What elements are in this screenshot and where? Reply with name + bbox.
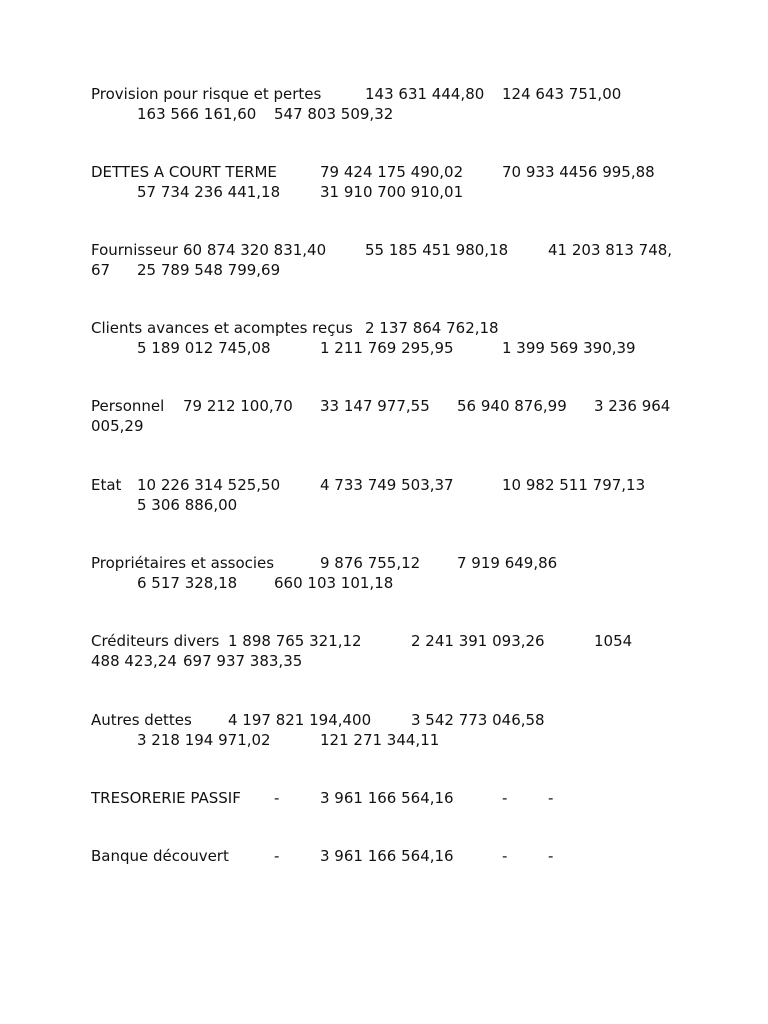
row-line-2 [91,573,691,593]
row-value-2: 7 919 649,86 [457,554,558,572]
row-clients-avances [91,318,691,358]
row-label: Personnel [91,397,165,415]
row-label: Clients avances et acomptes reçus [91,319,353,337]
row-fournisseur [91,240,691,280]
row-value-2: 5 189 012 745,08 [137,339,271,357]
row-label: TRESORERIE PASSIF [91,789,241,807]
row-label: Etat [91,476,122,494]
row-value-4-part-1: 3 236 964 [594,397,671,415]
row-line-2 [91,338,691,358]
row-value-4: - [548,789,554,807]
row-value-2: 70 933 4456 995,88 [502,163,655,181]
row-personnel [91,396,691,436]
row-line-1 [91,240,691,260]
row-value-2: 3 961 166 564,16 [320,847,454,865]
row-value-1: 10 226 314 525,50 [137,476,281,494]
row-value-3-part-2: 67 [91,261,111,279]
row-value-1: 79 212 100,70 [183,397,293,415]
row-line-2 [91,104,691,124]
row-value-3: 163 566 161,60 [137,105,257,123]
row-line-2 [91,260,691,280]
row-value-3-part-1: 1054 [594,632,633,650]
row-value-4: 121 271 344,11 [320,731,440,749]
row-dettes-court-terme [91,162,691,202]
row-value-3: 3 218 194 971,02 [137,731,271,749]
row-label: Fournisseur [91,241,178,259]
row-line-1 [91,631,691,651]
row-value-1: 4 197 821 194,400 [228,711,372,729]
row-value-2: 2 241 391 093,26 [411,632,545,650]
row-label: Créditeurs divers [91,632,220,650]
row-value-3: 1 211 769 295,95 [320,339,454,357]
row-line-1 [91,318,691,338]
row-value-4: 1 399 569 390,39 [502,339,636,357]
row-value-3-part-2: 488 423,24 [91,652,177,670]
row-value-2: 33 147 977,55 [320,397,430,415]
row-line-2 [91,495,691,515]
row-provision-risque-pertes [91,84,691,124]
row-line-1 [91,846,691,866]
row-value-4: 31 910 700 910,01 [320,183,464,201]
row-value-1: 1 898 765 321,12 [228,632,362,650]
row-value-4: 697 937 383,35 [183,652,303,670]
row-value-1: 143 631 444,80 [365,85,485,103]
row-value-4: 547 803 509,32 [274,105,394,123]
row-banque-decouvert [91,846,691,866]
row-value-4: 660 103 101,18 [274,574,394,592]
row-autres-dettes [91,710,691,750]
row-tresorerie-passif [91,788,691,808]
row-label: Propriétaires et associes [91,554,275,572]
row-line-2 [91,730,691,750]
row-value-1: 79 424 175 490,02 [320,163,464,181]
row-value-1: 9 876 755,12 [320,554,421,572]
row-value-3: 6 517 328,18 [137,574,238,592]
row-value-4: 5 306 886,00 [137,496,238,514]
row-line-1 [91,84,691,104]
row-etat [91,475,691,515]
row-line-1 [91,710,691,730]
row-value-3: 56 940 876,99 [457,397,567,415]
row-label: Autres dettes [91,711,192,729]
row-value-2: 124 643 751,00 [502,85,622,103]
row-value-3: 57 734 236 441,18 [137,183,281,201]
row-value-1: 2 137 864 762,18 [365,319,499,337]
row-line-2 [91,416,691,436]
row-line-1 [91,553,691,573]
row-value-3-part-1: 41 203 813 748, [548,241,673,259]
row-value-3: 10 982 511 797,13 [502,476,646,494]
row-label: Provision pour risque et pertes [91,85,322,103]
row-value-3: - [502,789,508,807]
row-proprietaires-associes [91,553,691,593]
row-line-2 [91,651,691,671]
row-value-1: 60 874 320 831,40 [183,241,327,259]
row-label: Banque découvert [91,847,229,865]
row-label: DETTES A COURT TERME [91,163,277,181]
row-value-4: 25 789 548 799,69 [137,261,281,279]
row-value-2: 3 961 166 564,16 [320,789,454,807]
row-value-1: - [274,789,280,807]
row-crediteurs-divers [91,631,691,671]
row-value-2: 3 542 773 046,58 [411,711,545,729]
row-value-2: 55 185 451 980,18 [365,241,509,259]
row-value-4-part-2: 005,29 [91,417,144,435]
row-value-3: - [502,847,508,865]
row-line-1 [91,475,691,495]
row-line-1 [91,162,691,182]
row-value-2: 4 733 749 503,37 [320,476,454,494]
row-line-1 [91,788,691,808]
row-value-1: - [274,847,280,865]
row-line-1 [91,396,691,416]
row-line-2 [91,182,691,202]
row-value-4: - [548,847,554,865]
